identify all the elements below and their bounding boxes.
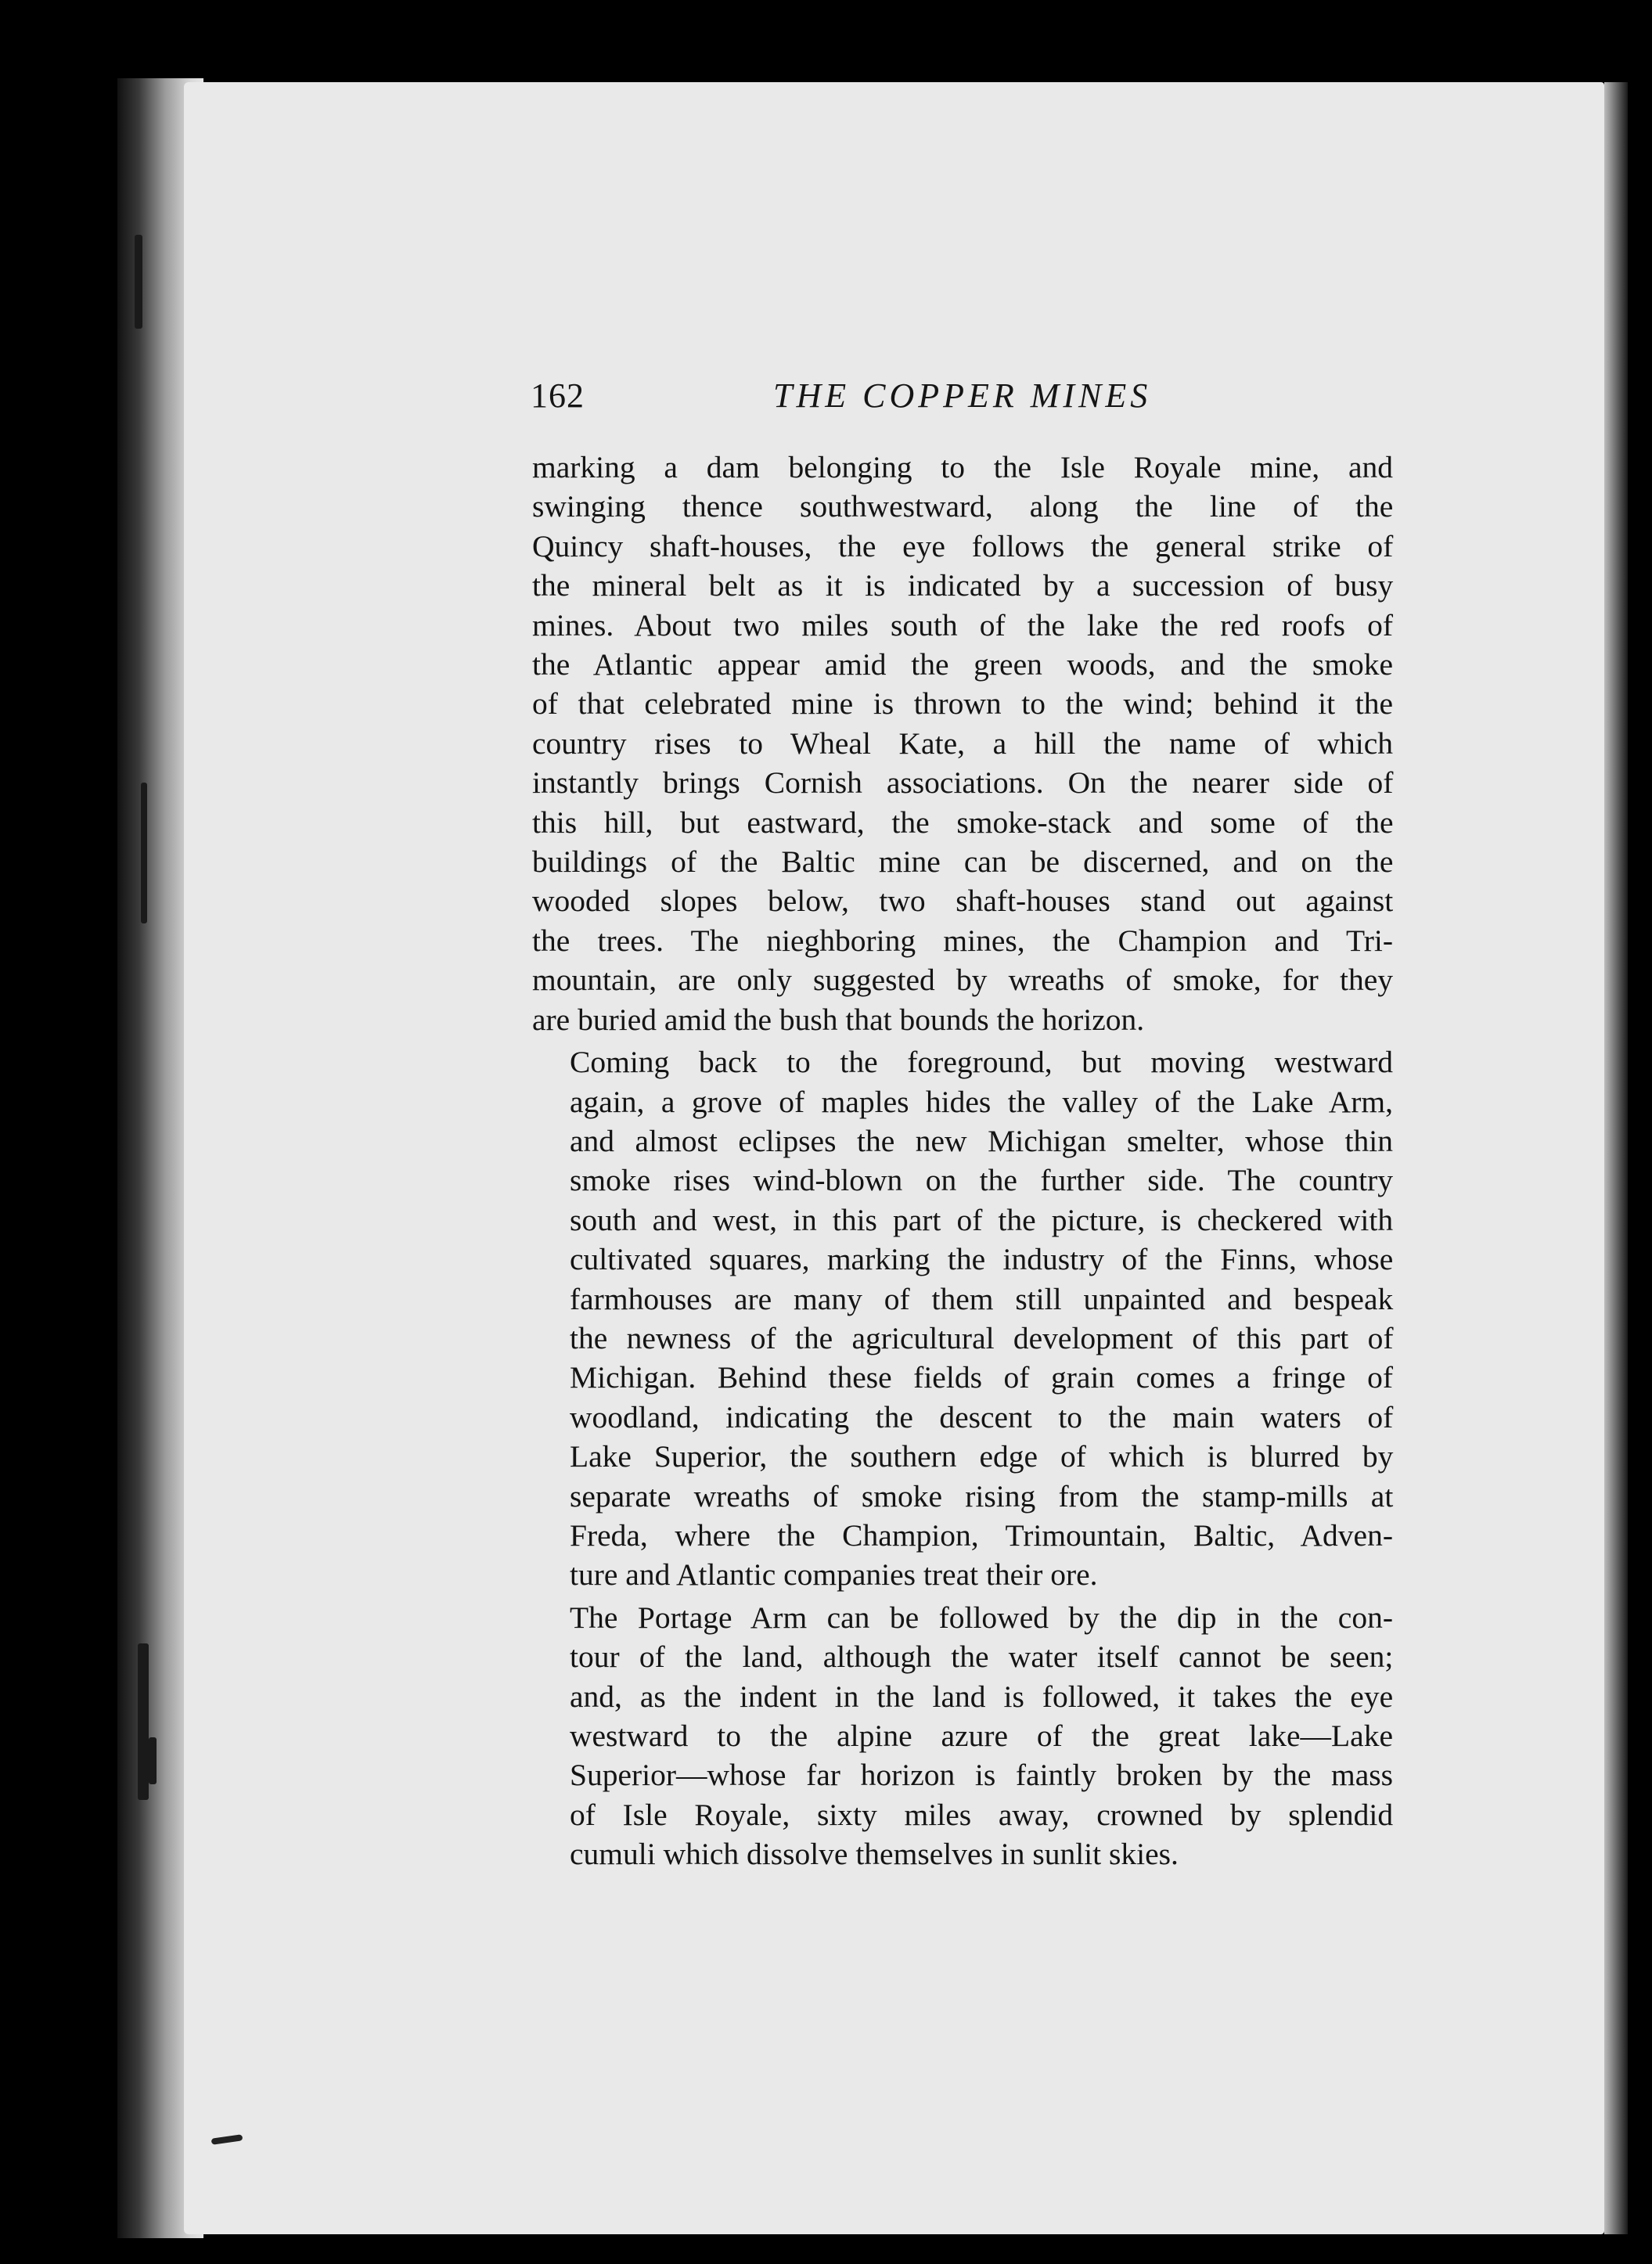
- text-line: this hill, but eastward, the smoke-stack and some of the: [532, 804, 1394, 840]
- text-line: The Portage Arm can be followed by the dip in the con-: [570, 1600, 1393, 1635]
- text-line: wooded slopes below, two shaft-houses stand out against: [532, 884, 1394, 919]
- running-head: [531, 376, 1391, 430]
- text-line: Quincy shaft-houses, the eye follows the general strike of: [532, 528, 1394, 563]
- text-line: cumuli which dissolve themselves in sunlit skies.: [570, 1837, 1179, 1872]
- text-line: the newness of the agricultural development of this part of: [570, 1320, 1394, 1355]
- text-line: again, a grove of maples hides the valley of the Lake Arm,: [570, 1084, 1393, 1119]
- text-line: the trees. The nieghboring mines, the Champion and Tri-: [532, 923, 1393, 958]
- body-text: [532, 448, 1393, 1874]
- text-line: instantly brings Cornish associations. On the nearer side of: [532, 765, 1394, 801]
- text-line: tour of the land, although the water itself cannot be seen;: [570, 1640, 1394, 1675]
- paragraph: [532, 1598, 1393, 1874]
- text-line: separate wreaths of smoke rising from the stamp-mills at: [570, 1478, 1394, 1514]
- text-line: woodland, indicating the descent to the main waters of: [570, 1399, 1394, 1434]
- text-line: westward to the alpine azure of the great lake—Lake: [570, 1719, 1393, 1753]
- text-line: and almost eclipses the new Michigan smelter, whose thin: [570, 1123, 1393, 1158]
- text-line: Lake Superior, the southern edge of which is blurred by: [570, 1439, 1394, 1474]
- text-line: Coming back to the foreground, but moving westward: [570, 1045, 1393, 1080]
- text-line: Freda, where the Champion, Trimountain, Baltic, Adven-: [570, 1517, 1393, 1553]
- paragraph: [532, 448, 1393, 1039]
- text-line: south and west, in this part of the picture, is checkered with: [570, 1202, 1394, 1237]
- text-line: of Isle Royale, sixty miles away, crowned by splendid: [570, 1797, 1394, 1832]
- text-line: country rises to Wheal Kate, a hill the name of which: [532, 725, 1393, 761]
- text-line: buildings of the Baltic mine can be discerned, and on the: [532, 844, 1394, 880]
- text-line: farmhouses are many of them still unpainted and bespeak: [570, 1281, 1394, 1316]
- text-line: are buried amid the bush that bounds the horizon.: [532, 1002, 1145, 1037]
- text-line: smoke rises wind-blown on the further side. The country: [570, 1163, 1393, 1198]
- text-line: mines. About two miles south of the lake the red roofs of: [532, 607, 1393, 642]
- text-line: swinging thence southwestward, along the line of the: [532, 489, 1394, 524]
- text-line: mountain, are only suggested by wreaths of smoke, for they: [532, 963, 1393, 998]
- running-title: THE COPPER MINES: [773, 376, 1152, 415]
- text-line: Superior—whose far horizon is faintly broken by the mass: [570, 1758, 1393, 1793]
- text-line: and, as the indent in the land is followed, it takes the eye: [570, 1679, 1394, 1714]
- page-right-edge: [1604, 82, 1628, 2234]
- text-line: ture and Atlantic companies treat their ore.: [570, 1557, 1098, 1593]
- text-line: of that celebrated mine is thrown to the wind; behind it the: [532, 686, 1393, 722]
- text-line: the Atlantic appear amid the green woods, and the smoke: [532, 647, 1393, 682]
- text-line: Michigan. Behind these fields of grain comes a fringe of: [570, 1360, 1393, 1395]
- text-line: marking a dam belonging to the Isle Royale mine, and: [532, 450, 1393, 484]
- text-line: the mineral belt as it is indicated by a succession of busy: [532, 568, 1394, 603]
- text-line: cultivated squares, marking the industry of the Finns, whose: [570, 1242, 1394, 1277]
- paragraph: [532, 1042, 1393, 1595]
- page-number: 162: [531, 376, 585, 415]
